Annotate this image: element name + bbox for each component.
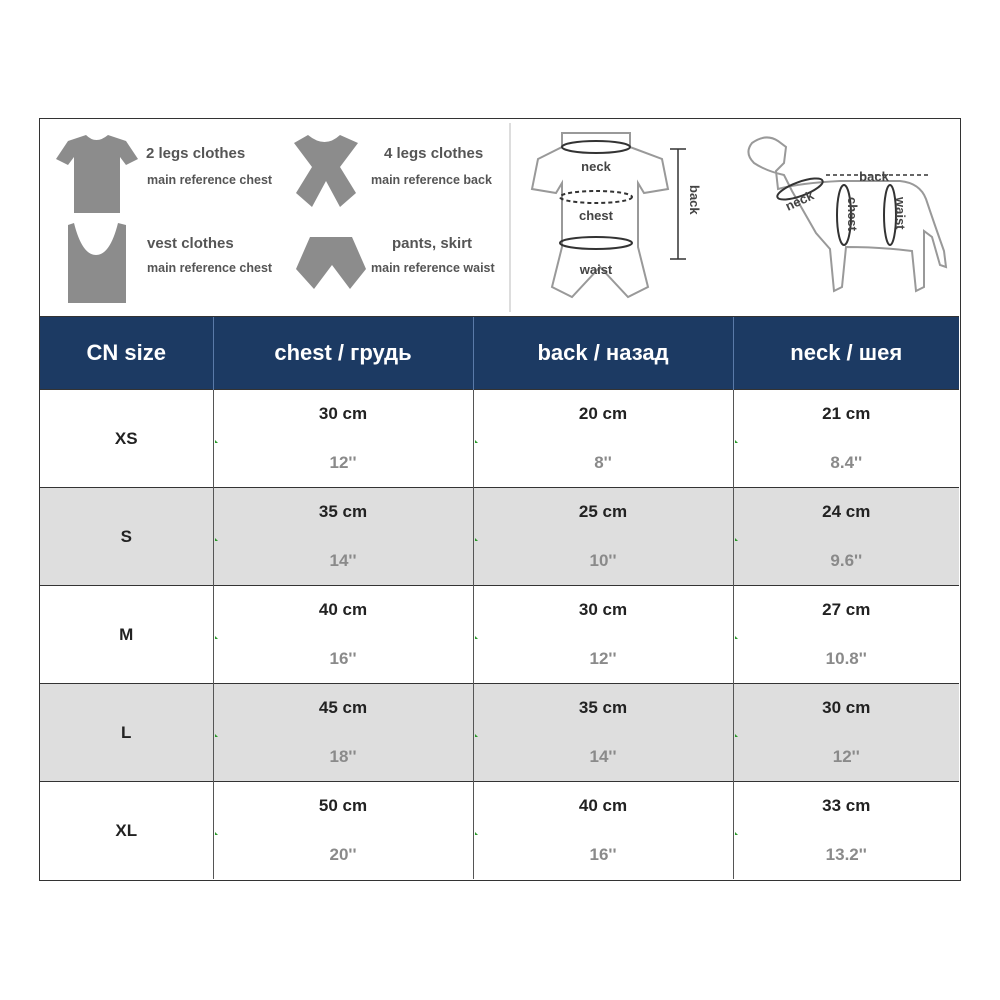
chest-inch: 14'' bbox=[329, 551, 357, 570]
four-legs-clothes-icon bbox=[294, 135, 358, 207]
neck-cm: 27 cm bbox=[822, 600, 871, 619]
chest-cell bbox=[213, 782, 473, 880]
two-legs-title: 2 legs clothes bbox=[146, 145, 246, 162]
header-row bbox=[40, 317, 959, 390]
back-cm: 20 cm bbox=[578, 404, 628, 423]
chest-cm: 40 cm bbox=[318, 600, 368, 619]
vest-subtitle: main reference chest bbox=[147, 261, 273, 275]
back-cm: 40 cm bbox=[578, 796, 628, 815]
neck-inch: 10.8'' bbox=[825, 649, 867, 668]
back-cell bbox=[473, 390, 733, 488]
size-cell: XL bbox=[40, 782, 213, 880]
chest-inch: 16'' bbox=[329, 649, 357, 668]
neck-cell bbox=[733, 390, 959, 488]
back-inch: 8'' bbox=[594, 453, 612, 472]
chest-cm: 50 cm bbox=[318, 796, 368, 815]
header-chest: chest / грудь bbox=[213, 317, 473, 390]
shirt-chest-label: chest bbox=[579, 208, 613, 223]
back-cm: 35 cm bbox=[578, 698, 628, 717]
neck-cell bbox=[733, 488, 959, 586]
table-row bbox=[40, 586, 959, 684]
back-cell bbox=[473, 782, 733, 880]
shirt-waist-label: waist bbox=[579, 262, 613, 277]
table-row bbox=[40, 684, 959, 782]
dog-chest-label: chest bbox=[845, 197, 860, 231]
back-cell bbox=[473, 684, 733, 782]
chest-cm: 45 cm bbox=[318, 698, 368, 717]
chest-inch: 18'' bbox=[329, 747, 357, 766]
header-neck: neck / шея bbox=[733, 317, 959, 390]
measurement-guide bbox=[40, 119, 959, 317]
tshirt-icon bbox=[56, 135, 138, 213]
vest-title: vest clothes bbox=[147, 235, 234, 252]
neck-inch: 13.2'' bbox=[825, 845, 867, 864]
shirt-neck-label: neck bbox=[581, 159, 611, 174]
header-back: back / назад bbox=[473, 317, 733, 390]
back-cm: 30 cm bbox=[578, 600, 628, 619]
neck-inch: 9.6'' bbox=[830, 551, 863, 570]
chest-cell bbox=[213, 390, 473, 488]
back-cm: 25 cm bbox=[578, 502, 628, 521]
table-row bbox=[40, 488, 959, 586]
size-cell: L bbox=[40, 684, 213, 782]
dog-back-label: back bbox=[859, 169, 889, 184]
chest-inch: 20'' bbox=[329, 845, 357, 864]
header-cn-size: CN size bbox=[40, 317, 213, 390]
size-table bbox=[40, 317, 959, 879]
neck-cm: 24 cm bbox=[822, 502, 871, 521]
back-cell bbox=[473, 488, 733, 586]
dog-neck-label: neck bbox=[782, 187, 817, 214]
neck-inch: 12'' bbox=[832, 747, 860, 766]
table-row bbox=[40, 782, 959, 880]
pants-title: pants, skirt bbox=[392, 235, 473, 252]
vest-icon bbox=[68, 223, 126, 303]
chest-inch: 12'' bbox=[329, 453, 357, 472]
neck-cell bbox=[733, 586, 959, 684]
back-inch: 16'' bbox=[589, 845, 617, 864]
chest-cell bbox=[213, 586, 473, 684]
neck-cell bbox=[733, 684, 959, 782]
back-inch: 10'' bbox=[589, 551, 617, 570]
back-inch: 12'' bbox=[589, 649, 617, 668]
dog-waist-label: waist bbox=[893, 197, 908, 230]
chest-cm: 35 cm bbox=[318, 502, 368, 521]
four-legs-subtitle: main reference back bbox=[371, 173, 492, 187]
neck-cm: 21 cm bbox=[822, 404, 871, 423]
size-cell: S bbox=[40, 488, 213, 586]
size-chart bbox=[39, 118, 961, 881]
two-legs-subtitle: main reference chest bbox=[147, 173, 273, 187]
neck-inch: 8.4'' bbox=[830, 453, 863, 472]
neck-cm: 30 cm bbox=[822, 698, 871, 717]
neck-cm: 33 cm bbox=[822, 796, 871, 815]
size-cell: M bbox=[40, 586, 213, 684]
chest-cell bbox=[213, 488, 473, 586]
size-cell: XS bbox=[40, 390, 213, 488]
chest-cell bbox=[213, 684, 473, 782]
pants-subtitle: main reference waist bbox=[371, 261, 495, 275]
neck-cell bbox=[733, 782, 959, 880]
back-cell bbox=[473, 586, 733, 684]
four-legs-title: 4 legs clothes bbox=[384, 145, 484, 162]
table-row bbox=[40, 390, 959, 488]
chest-cm: 30 cm bbox=[318, 404, 368, 423]
back-inch: 14'' bbox=[589, 747, 617, 766]
shirt-back-label: back bbox=[687, 185, 702, 215]
pants-icon bbox=[296, 237, 366, 289]
